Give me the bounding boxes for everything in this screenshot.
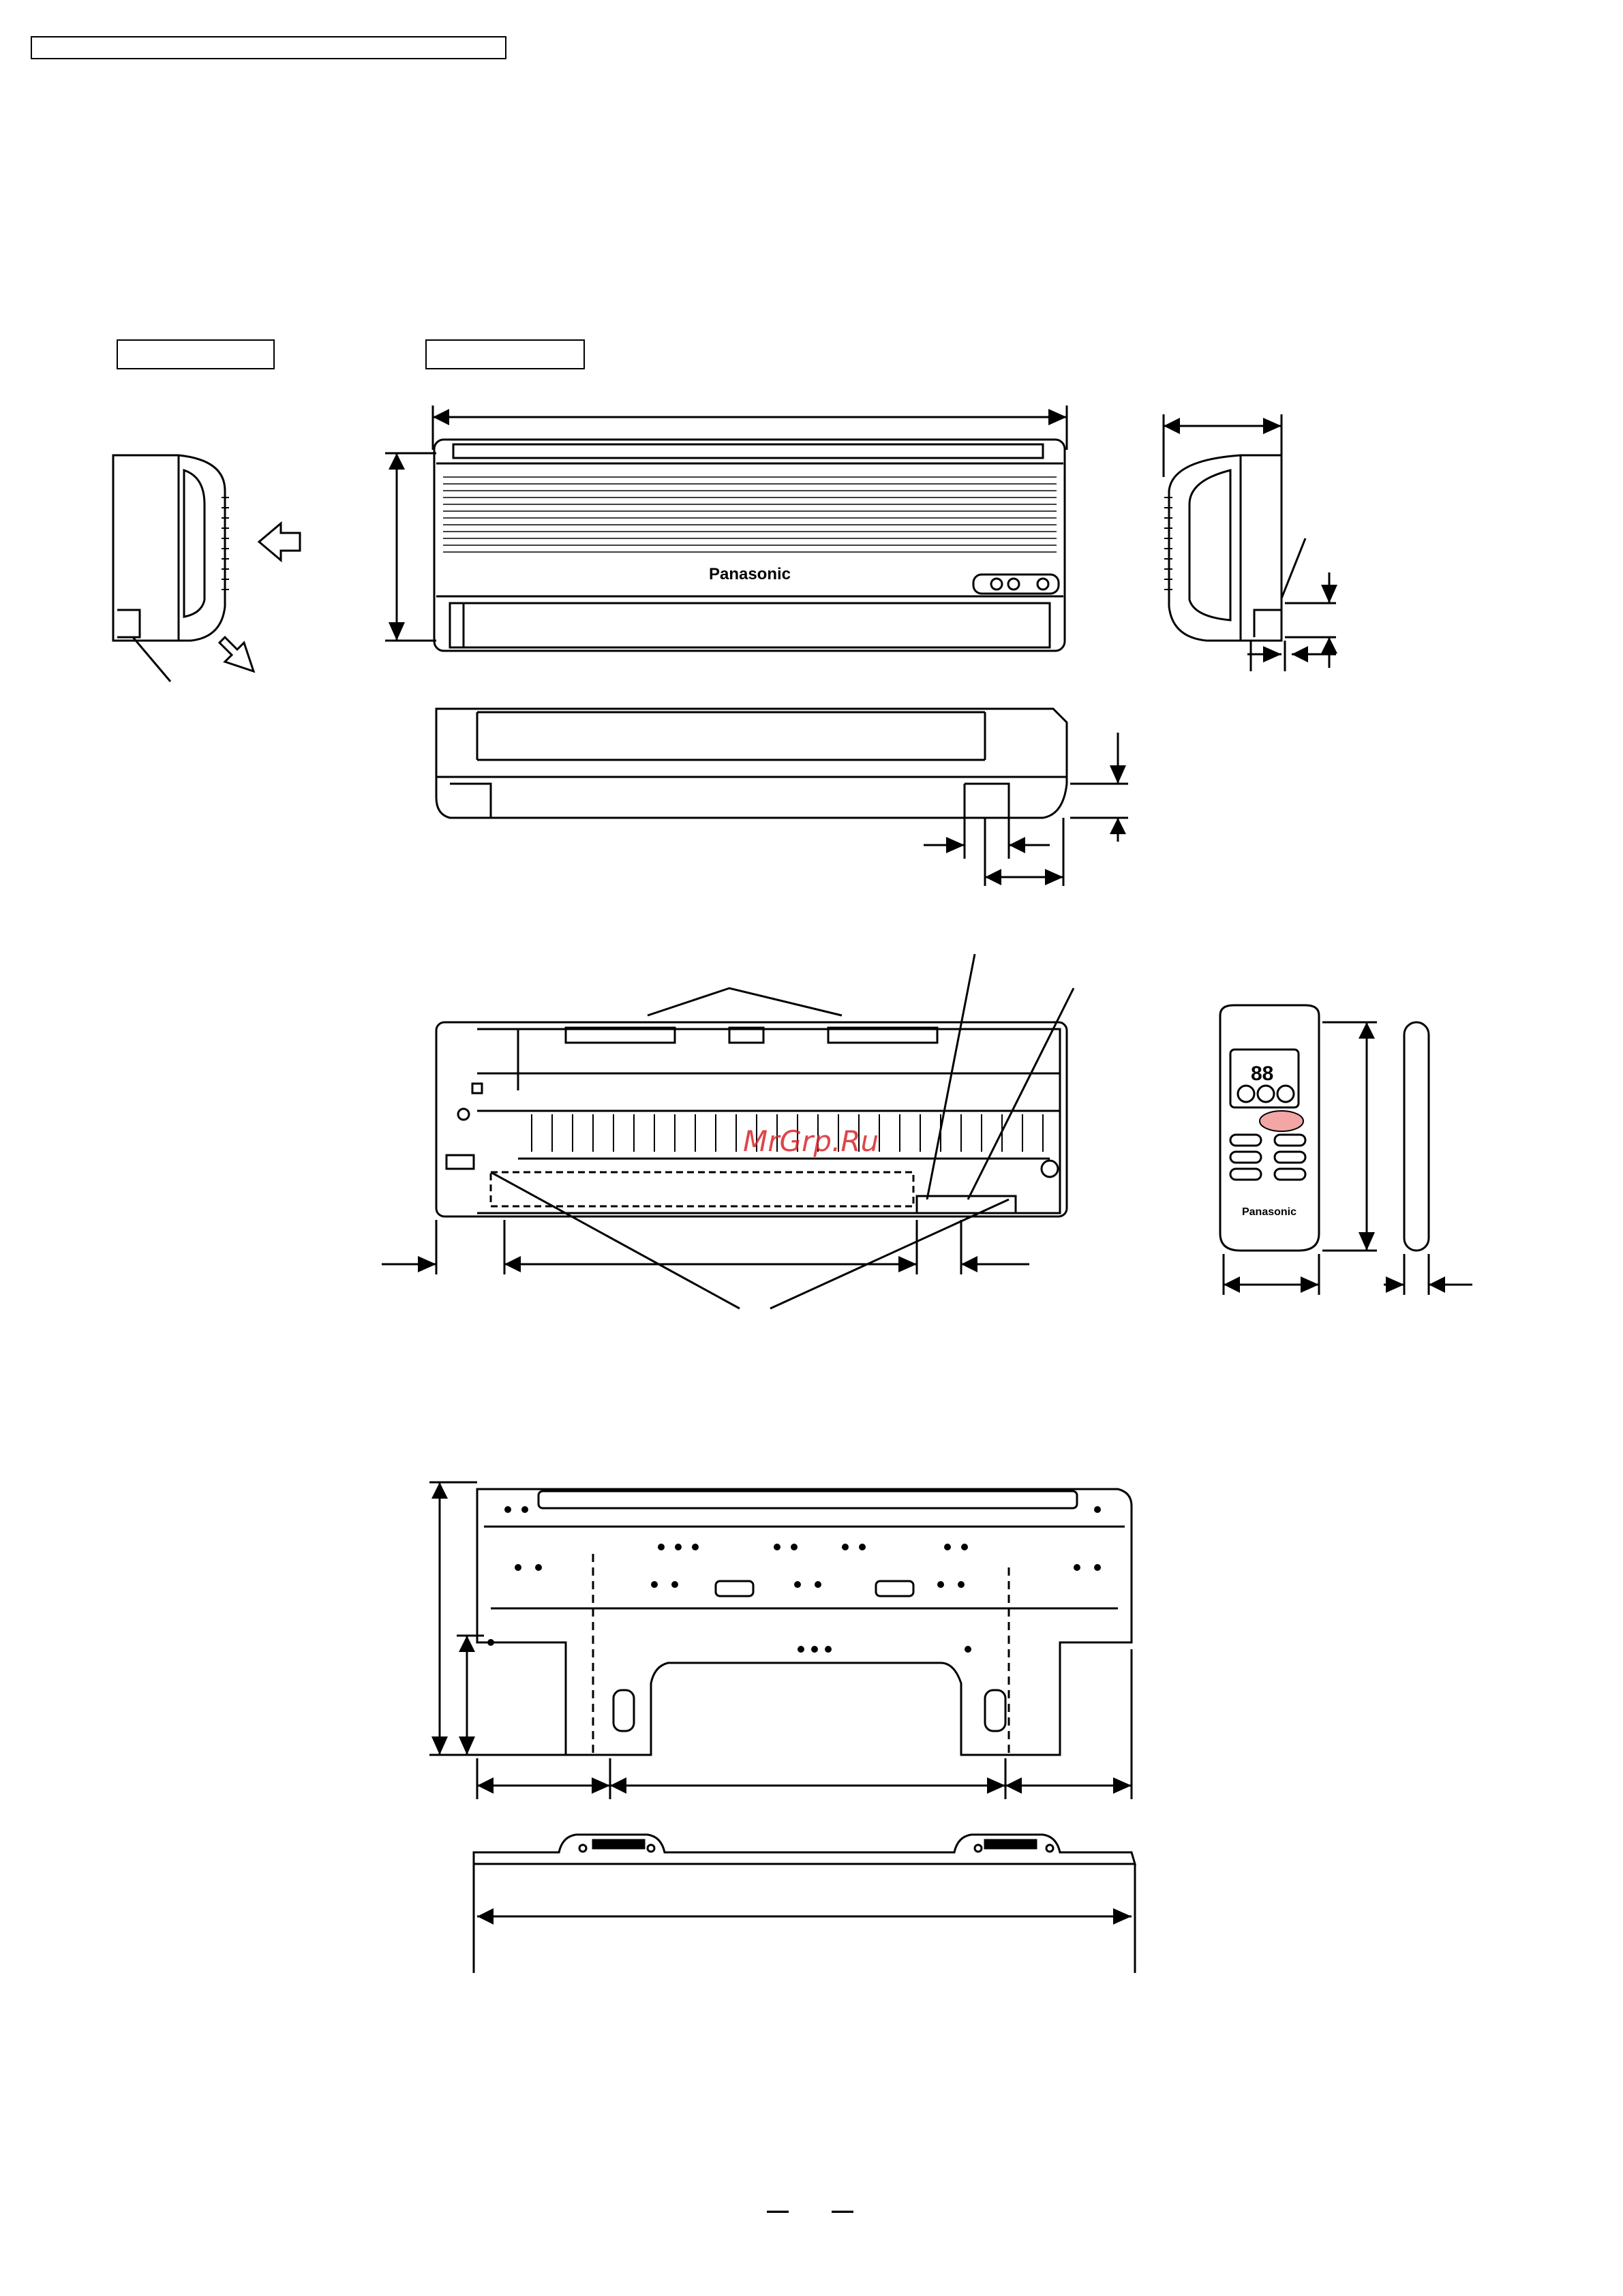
page-number-mark-left: — (767, 2198, 789, 2222)
watermark: MrGrp.Ru (743, 1124, 879, 1158)
indoor-unit-brand: Panasonic (708, 565, 791, 583)
installation-plate (429, 1482, 1132, 1799)
right-side-view (1164, 414, 1336, 671)
remote-control (1220, 1005, 1472, 1295)
front-view-unit (385, 405, 1067, 651)
remote-brand: Panasonic (1241, 1206, 1297, 1218)
air-outlet-arrow (219, 637, 254, 671)
remote-display-digits: 88 (1251, 1062, 1274, 1085)
plate-holes (487, 1506, 1101, 1653)
remote-power-button (1260, 1111, 1303, 1131)
page-number-mark-right: — (832, 2198, 853, 2222)
left-side-view (113, 455, 225, 682)
air-inlet-arrow (259, 523, 300, 560)
front-grille-lines (443, 477, 1057, 552)
front-indicator-lamps (973, 575, 1059, 594)
bottom-view-unit (436, 709, 1128, 886)
plate-top-view (474, 1835, 1135, 1973)
internal-view-unit (382, 954, 1074, 1308)
